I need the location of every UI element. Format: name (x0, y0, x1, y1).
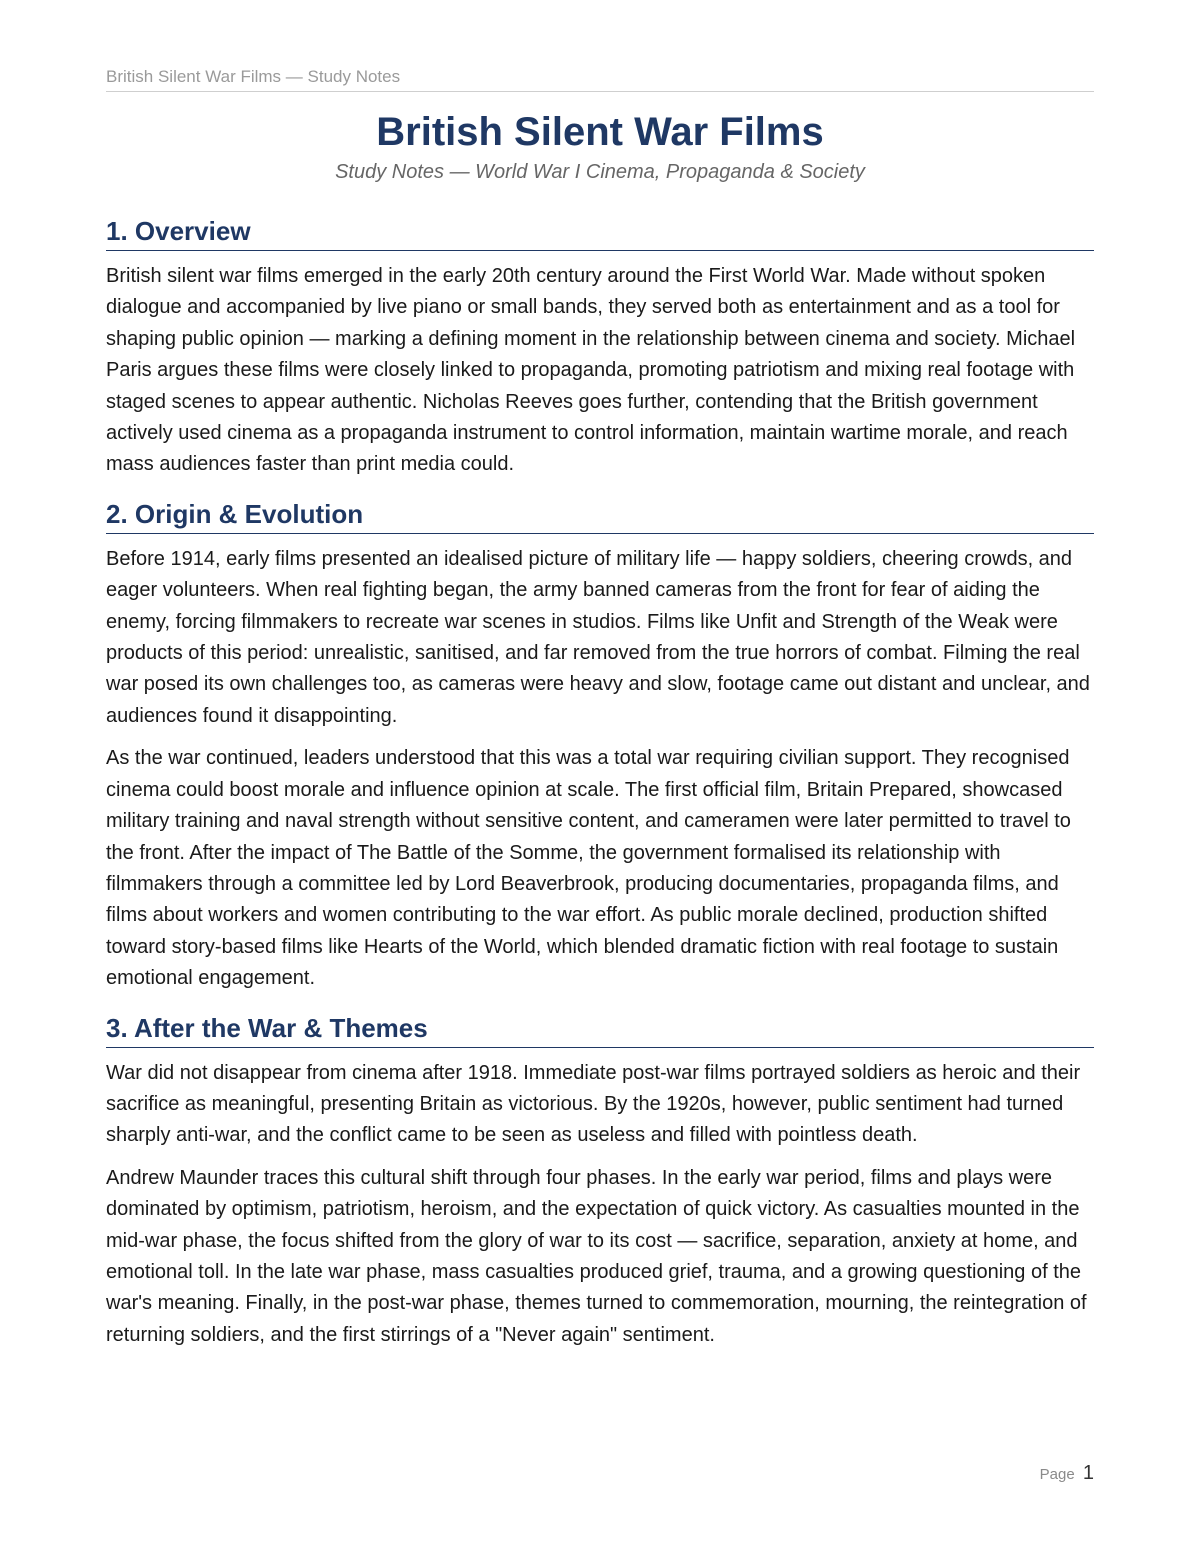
page-number: 1 (1082, 1462, 1094, 1484)
paragraph: Andrew Maunder traces this cultural shift through four phases. In the early war period, films and plays were dominated by optimism, patriotism, heroism, and the expectation of quick victory. As casualties mounted in the mid-war phase, the focus shifted from the glory of war to its cost — sacrifice, separation, anxiety at home, and emotional toll. In the late war phase, mass casualties produced grief, trauma, and a growing questioning of the war's meaning. Finally, in the post-war phase, themes turned to commemoration, mourning, the reintegration of returning soldiers, and the first stirrings of a "Never again" sentiment. (106, 1166, 1087, 1346)
title-block (106, 108, 1094, 185)
document-title: British Silent War Films (376, 110, 824, 154)
running-header: British Silent War Films — Study Notes (106, 67, 1094, 92)
paragraph: As the war continued, leaders understood that this was a total war requiring civilian support. They recognised cinema could boost morale and influence opinion at scale. The first official film, Britain Prepared, showcased military training and naval strength without sensitive content, and cameramen were later permitted to travel to the front. After the impact of The Battle of the Somme, the government formalised its relationship with filmmakers through a committee led by Lord Beaverbrook, producing documentaries, propaganda films, and films about workers and women contributing to the war effort. As public morale declined, production shifted toward story-based films like Hearts of the World, which blended dramatic fiction with real footage to sustain emotional engagement. (106, 747, 1071, 990)
section-heading: 3. After the War & Themes (106, 1011, 1094, 1048)
paragraph: British silent war films emerged in the early 20th century around the First World War. Made without spoken dialogue and accompanied by live piano or small bands, they served both as entertainment and as a tool for shaping public opinion — marking a defining moment in the relationship between cinema and society. Michael Paris argues these films were closely linked to propaganda, promoting patriotism and mixing real footage with staged scenes to appear authentic. Nicholas Reeves goes further, contending that the British government actively used cinema as a propaganda instrument to control information, maintain wartime morale, and reach mass audiences faster than print media could. (106, 265, 1076, 476)
page-label: Page (1039, 1466, 1075, 1483)
section-heading: 1. Overview (106, 214, 1094, 251)
page-footer (1040, 1460, 1094, 1488)
section-heading: 2. Origin & Evolution (106, 497, 1094, 534)
section-origin-evolution (106, 497, 1094, 995)
section-overview (106, 214, 1094, 481)
document-body (106, 214, 1094, 1351)
paragraph: Before 1914, early films presented an idealised picture of military life — happy soldiers, cheering crowds, and eager volunteers. When real fighting began, the army banned cameras from the front for fear of aiding the enemy, forcing filmmakers to recreate war scenes in studios. Films like Unfit and Strength of the Weak were products of this period: unrealistic, sanitised, and far removed from the true horrors of combat. Filming the real war posed its own challenges too, as cameras were heavy and slow, footage came out distant and unclear, and audiences found it disappointing. (106, 547, 1090, 727)
document-subtitle: Study Notes — World War I Cinema, Propaganda & Society (335, 161, 865, 183)
section-after-war-themes (106, 1011, 1094, 1352)
paragraph: War did not disappear from cinema after 1918. Immediate post-war films portrayed soldiers as heroic and their sacrifice as meaningful, presenting Britain as victorious. By the 1920s, however, public sentiment had turned sharply anti-war, and the conflict came to be seen as useless and filled with pointless death. (106, 1061, 1081, 1147)
